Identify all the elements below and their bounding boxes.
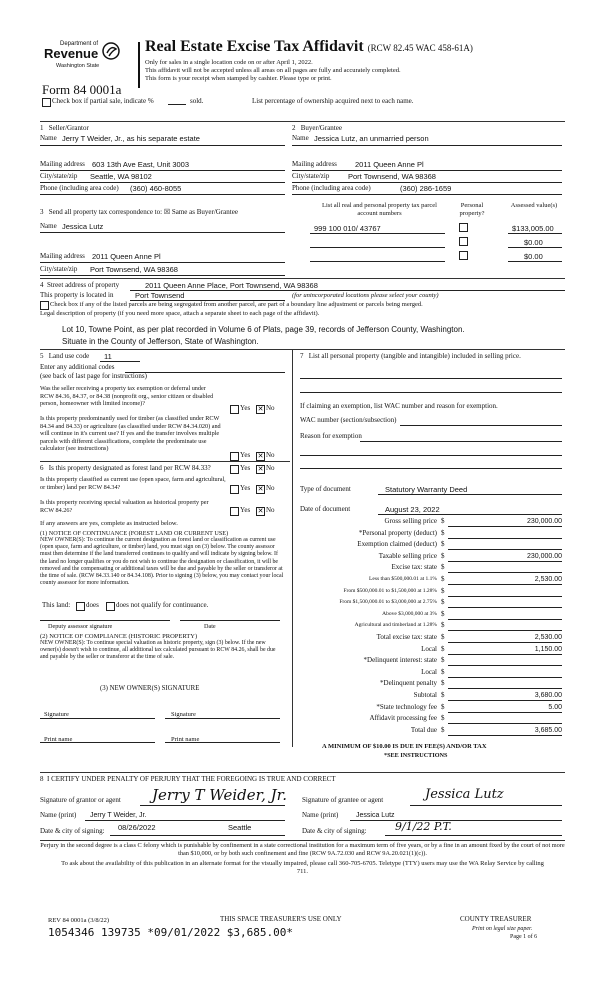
seller-addr: 603 13th Ave East, Unit 3003	[92, 160, 190, 169]
assessed-line	[508, 261, 562, 262]
assessed-value: $0.00	[524, 238, 543, 247]
correspondence-name: Jessica Lutz	[62, 222, 104, 231]
calc-row-label: From $500,000.01 to $1,500,000 at 1.28%	[343, 587, 437, 594]
assessed-line	[508, 233, 562, 234]
calc-row-dollar: $	[441, 633, 445, 641]
page-number: Page 1 of 6	[510, 934, 538, 940]
seller-phone-line	[40, 194, 285, 195]
section-4-top-rule	[40, 278, 565, 279]
buyer-phone-line	[292, 194, 562, 195]
section-8-top-rule	[40, 772, 565, 773]
middle-divider	[292, 349, 293, 747]
street-label-text: Street address of property	[47, 281, 120, 289]
personal-property-label	[300, 352, 562, 361]
calc-row-dollar: $	[441, 725, 445, 734]
doc-date: August 23, 2022	[385, 505, 440, 514]
exemption-claim-label: If claiming an exemption, list WAC number and reason for exemption.	[300, 402, 498, 410]
calc-row-value: 230,000.00	[526, 552, 562, 560]
calc-row-dollar: $	[441, 563, 445, 572]
land-use-line	[100, 361, 140, 362]
grantee-date: 9/1/22 P.T.	[395, 820, 452, 833]
grantor-name-line	[85, 820, 285, 821]
grantee-date-label: Date & city of signing:	[302, 827, 367, 835]
correspondence-addr-line	[40, 262, 285, 263]
calc-row-line	[448, 572, 562, 573]
calc-row-line	[448, 526, 562, 527]
notice-2-title: (2) NOTICE OF COMPLIANCE (HISTORIC PROPERTY)	[40, 633, 198, 640]
notice-3-title: (3) NEW OWNER(S) SIGNATURE	[100, 685, 200, 692]
calc-row-label: Excise tax: state	[391, 563, 437, 572]
seller-addr-line	[40, 170, 285, 171]
calc-row-line	[448, 538, 562, 539]
additional-codes-label: Enter any additional codes	[40, 363, 115, 371]
assessed-col-header: Assessed value(s)	[510, 202, 558, 209]
correspondence-number: 3	[40, 208, 44, 216]
exemption-no-label: No	[266, 404, 275, 412]
correspondence-name-line	[40, 232, 285, 233]
does-not-checkbox[interactable]	[106, 602, 115, 611]
legal-label: Legal description of property (if you need more space, attach a separate sheet to each page of the affidavit).	[40, 310, 320, 317]
partial-sale-checkbox[interactable]	[42, 98, 51, 107]
calc-row-label: Subtotal	[413, 691, 437, 699]
logo-state: Washington State	[56, 63, 100, 69]
buyer-phone-label: Phone (including area code)	[292, 184, 371, 192]
boundary-label: Check box if any of the listed parcels are being segregated from another parcel, are part of a boundary line adjustment or parcels being merged.	[50, 301, 423, 308]
historical-yes-label: Yes	[240, 506, 251, 514]
legal-line-1: Lot 10, Towne Point, as per plat recorded in Volume 6 of Plats, page 39, records of Jefferson County, Washington.	[62, 325, 465, 334]
calc-row-dollar: $	[441, 528, 445, 537]
seller-city-line	[40, 182, 285, 183]
current-use-yes-checkbox[interactable]	[230, 485, 239, 494]
correspondence-city: Port Townsend, WA 98368	[90, 265, 178, 274]
buyer-name-line	[292, 145, 562, 146]
county-treasurer: COUNTY TREASURER	[460, 915, 532, 923]
doc-type-label: Type of document	[300, 485, 351, 493]
doc-type: Statutory Warranty Deed	[385, 485, 468, 494]
calc-row-label: Above $3,000,000 at 3%	[382, 610, 437, 617]
buyer-heading-text: Buyer/Grantee	[300, 124, 342, 132]
personal-property-checkbox[interactable]	[459, 223, 468, 232]
grantor-city: Seattle	[228, 823, 252, 832]
parcel-number: 999 100 010/ 43767	[314, 224, 381, 233]
title-rcw: (RCW 82.45 WAC 458-61A)	[367, 43, 473, 53]
correspondence-heading	[40, 208, 238, 217]
deputy-date-label: Date	[204, 623, 216, 630]
calc-row-label: Taxable selling price	[378, 551, 437, 560]
certify-statement: I CERTIFY UNDER PENALTY OF PERJURY THAT THE FOREGOING IS TRUE AND CORRECT	[47, 775, 336, 783]
grantor-date: 08/26/2022	[118, 823, 156, 832]
calc-row-value: 230,000.00	[526, 518, 562, 525]
header-note-2: This affidavit will not be accepted unless all areas on all pages are fully and accurately completed.	[145, 67, 401, 74]
parcel-line	[310, 247, 445, 248]
calc-row-value: 3,685.00	[534, 726, 562, 734]
partial-pct-line	[168, 104, 186, 105]
land-use-label-text: Land use code	[48, 352, 90, 360]
calc-row-line	[448, 665, 562, 666]
notice-1-title: (1) NOTICE OF CONTINUANCE (FOREST LAND OR CURRENT USE)	[40, 530, 229, 537]
buyer-heading	[292, 124, 342, 133]
new-owner-signature-label-2: Signature	[171, 711, 196, 718]
calc-row-dollar: $	[441, 691, 445, 699]
reason-label: Reason for exemption	[300, 432, 362, 440]
doc-type-line	[378, 494, 562, 495]
see-back-note: (see back of last page for instructions)	[40, 372, 147, 380]
assessed-value: $133,005.00	[512, 224, 554, 233]
list-percentage-note: List percentage of ownership acquired next to each name.	[252, 97, 414, 105]
revenue-logo	[42, 40, 120, 76]
calc-row-line	[448, 642, 562, 643]
seller-heading	[40, 124, 89, 133]
personal-line-1	[300, 378, 562, 379]
forest-yes-label: Yes	[240, 464, 251, 472]
grantee-sig-label: Signature of grantee or agent	[302, 796, 384, 804]
calc-row-value: 3,680.00	[534, 692, 562, 699]
personal-number: 7	[300, 352, 304, 360]
deputy-date-line	[180, 620, 280, 621]
located-label: This property is located in	[40, 291, 114, 299]
buyer-addr-line	[292, 170, 562, 171]
calc-row-value: 2,530.00	[534, 576, 562, 583]
calc-row-label: Affidavit processing fee	[369, 714, 437, 723]
calc-row-line	[448, 700, 562, 701]
calc-row-label: Total excise tax: state	[376, 633, 437, 641]
historical-no-checkbox[interactable]: ✕	[257, 507, 264, 515]
calc-row-dollar: $	[441, 517, 445, 525]
section-1-top-rule	[40, 121, 565, 122]
seller-number: 1	[40, 124, 44, 132]
wac-line	[400, 425, 562, 426]
land-use-number: 5	[40, 352, 44, 360]
seller-name-line	[40, 145, 285, 146]
cashier-receipt-stamp: 1054346 139735 *09/01/2022 $3,685.00*	[48, 926, 294, 939]
calc-row-value: 1,150.00	[534, 645, 562, 653]
this-land-label: This land:	[42, 601, 71, 609]
calc-row-line	[448, 619, 562, 620]
correspondence-text: Send all property tax correspondence to: ☒ Same as Buyer/Grantee	[48, 208, 238, 216]
see-instructions: *SEE INSTRUCTIONS	[384, 752, 448, 759]
grantee-signature: Jessica Lutz	[425, 787, 504, 802]
calc-row-line	[448, 723, 562, 724]
calc-row-label: Local	[421, 644, 437, 653]
personal-col-header: Personal property?	[459, 202, 485, 217]
revenue-emblem-icon	[102, 42, 120, 60]
exemption-yes-checkbox[interactable]	[230, 405, 239, 414]
seller-phone-label: Phone (including area code)	[40, 184, 119, 192]
calc-row-line	[448, 630, 562, 631]
street-address: 2011 Queen Anne Place, Port Townsend, WA 98368	[145, 281, 318, 290]
calc-row-dollar: $	[441, 667, 445, 676]
form-title	[145, 38, 473, 57]
calc-row-label: From $1,500,000.01 to $3,000,000 at 2.75%	[339, 599, 437, 606]
grantee-name-label: Name (print)	[302, 811, 339, 819]
forest-no-checkbox[interactable]: ✕	[257, 465, 264, 473]
correspondence-city-label: City/state/zip	[40, 265, 78, 273]
calc-row-dollar: $	[441, 586, 445, 595]
perjury-notice: Perjury in the second degree is a class C felony which is punishable by confinement in a state correctional institution for a maximum term of five years, or by a fine in an amount fixed by the court of not more than $10,000, or by both such confinement and fine (RCW 9A.72.030 and RCW 9A.20.021(1)(c)).	[40, 842, 565, 857]
calc-row-line	[448, 561, 562, 562]
forest-number: 6	[40, 464, 44, 472]
buyer-addr-label: Mailing address	[292, 160, 337, 168]
timber-no-checkbox[interactable]: ✕	[257, 452, 264, 460]
located-note: (for unincorporated locations please select your county)	[292, 292, 439, 299]
parcel-line	[310, 233, 445, 234]
correspondence-addr-label: Mailing address	[40, 252, 85, 260]
timber-yes-checkbox[interactable]	[230, 452, 239, 461]
forest-no-label: No	[266, 464, 275, 472]
seller-city: Seattle, WA 98102	[90, 172, 152, 181]
calc-row-dollar: $	[441, 609, 445, 618]
buyer-name-label: Name	[292, 134, 309, 142]
reason-line-2	[300, 455, 562, 456]
header-note-1: Only for sales in a single location code on or after April 1, 2022.	[145, 59, 313, 66]
buyer-city-line	[292, 182, 562, 183]
seller-city-label: City/state/zip	[40, 172, 78, 180]
calc-row-label: *State technology fee	[376, 702, 437, 711]
buyer-city-label: City/state/zip	[292, 172, 330, 180]
calc-row-dollar: $	[441, 656, 445, 665]
calc-row-value: 5.00	[548, 703, 562, 711]
calc-row-dollar: $	[441, 551, 445, 560]
does-not-label: does not qualify for continuance.	[116, 601, 209, 609]
grantee-sig-line	[410, 805, 562, 806]
footer-top-rule	[40, 840, 565, 841]
buyer-name: Jessica Lutz, an unmarried person	[314, 134, 429, 143]
calc-row-label: Local	[421, 667, 437, 676]
section-5-top-rule	[40, 349, 565, 350]
seller-heading-text: Seller/Grantor	[48, 124, 89, 132]
correspondence-name-label: Name	[40, 222, 57, 230]
grantor-signature: Jerry T Weider, Jr.	[152, 786, 287, 804]
current-use-question: Is this property classified as current use (open space, farm and agricultural, or timber) land per RCW 84.34?	[40, 476, 226, 491]
calc-row-line	[448, 688, 562, 689]
timber-no-label: No	[266, 451, 275, 459]
certify-number: 8	[40, 775, 44, 783]
calc-row-label: *Delinquent penalty	[380, 679, 437, 688]
does-label: does	[86, 601, 99, 609]
wac-label: WAC number (section/subsection)	[300, 416, 397, 424]
calc-row-label: Less than $500,000.01 at 1.1%	[369, 576, 437, 582]
grantor-date-label: Date & city of signing:	[40, 827, 105, 835]
seller-phone: (360) 460-8055	[130, 184, 182, 193]
calc-row-dollar: $	[441, 540, 445, 549]
notice-1-body: NEW OWNER(S): To continue the current designation as forest land or classification as current use (open space, farm and agriculture, or timber) land, you must sign on (3) below. The county assessor must then determine if the land transferred continues to qualify and will indicate by signing below. If the land no longer qualifies or you do not wish to continue the designation or classification, it will be removed and the compensating or additional taxes will be due and payable by the seller or transferor at the time of sale. (RCW 84.33.140 or 84.34.108). Prior to signing (3) below, you may contact your local county assessor for more information.	[40, 537, 284, 587]
calc-row-dollar: $	[441, 714, 445, 723]
grantor-name-label: Name (print)	[40, 811, 77, 819]
seller-name: Jerry T Weider, Jr., as his separate estate	[62, 134, 200, 143]
exemption-yes-label: Yes	[240, 404, 251, 412]
exemption-no-checkbox[interactable]: ✕	[257, 405, 264, 413]
availability-notice: To ask about the availability of this publication in an alternate format for the visually impaired, please call 360-705-6705. Teletype (TTY) users may use the WA Relay Service by calling 711.	[61, 860, 544, 875]
additional-codes-line	[125, 372, 285, 373]
assessed-value: $0.00	[524, 252, 543, 261]
grantor-sig-label: Signature of grantor or agent	[40, 796, 121, 804]
correspondence-addr: 2011 Queen Anne Pl	[92, 252, 161, 261]
certify-text	[40, 775, 336, 784]
buyer-number: 2	[292, 124, 296, 132]
timber-yes-label: Yes	[240, 451, 251, 459]
forest-question-text: Is this property designated as forest land per RCW 84.33?	[48, 464, 211, 472]
personal-property-checkbox[interactable]	[459, 251, 468, 260]
partial-sale-label: Check box if partial sale, indicate %	[52, 97, 154, 105]
calc-row-dollar: $	[441, 575, 445, 583]
calc-row-dollar: $	[441, 621, 445, 630]
notice-2-body: NEW OWNER(S): To continue special valuation as historic property, sign (3) below. If the new owner(s) doesn't wish to continue, all additional tax calculated pursuant to RCW 84.26, shall be due and payable by the seller or transferor at the time of sale.	[40, 640, 276, 661]
treasurer-use: THIS SPACE TREASURER'S USE ONLY	[220, 915, 342, 923]
deputy-signature-label: Deputy assessor signature	[48, 623, 113, 630]
calc-row-dollar: $	[441, 679, 445, 688]
located-value: Port Townsend	[135, 291, 185, 300]
grantee-name: Jessica Lutz	[356, 812, 395, 819]
grantee-date-line	[385, 835, 562, 836]
current-use-no-checkbox[interactable]: ✕	[257, 485, 264, 493]
grantor-sig-line	[140, 805, 285, 806]
street-label	[40, 281, 119, 290]
timber-question: Is this property predominantly used for timber (as classified under RCW 84.34 and 84.33) or agriculture (as classified under RCW 84.34.020) and will continue in it's current use? If yes and the transfer involves multiple parcels with different classifications, complete the predominate use calculator (see instructions)	[40, 415, 221, 452]
calc-row-line	[448, 654, 562, 655]
assessed-line	[508, 247, 562, 248]
reason-line-1	[360, 441, 562, 442]
property-number: 4	[40, 281, 44, 289]
deputy-sig-line	[40, 620, 170, 621]
header-divider	[138, 42, 140, 88]
personal-line-2	[300, 392, 562, 393]
doc-date-label: Date of document	[300, 505, 351, 513]
parcel-line	[310, 261, 445, 262]
grantor-date-line	[110, 835, 285, 836]
calc-row-label: Agricultural and timberland at 1.28%	[354, 622, 437, 629]
correspondence-city-line	[40, 275, 285, 276]
min-fee-note: A MINIMUM OF $10.00 IS DUE IN FEE(S) AND/OR TAX	[322, 743, 487, 750]
current-use-no-label: No	[266, 484, 275, 492]
reason-line-3	[300, 468, 562, 469]
calc-row-line	[448, 596, 562, 597]
current-use-yes-label: Yes	[240, 484, 251, 492]
historical-no-label: No	[266, 506, 275, 514]
grantee-name-line	[350, 820, 562, 821]
logo-dept: Department of	[60, 41, 99, 47]
land-use-label	[40, 352, 89, 361]
new-owner-print-label-1: Print name	[44, 736, 73, 743]
form-number: Form 84 0001a	[42, 82, 122, 97]
calc-row-line	[448, 549, 562, 550]
calc-row-value: 2,530.00	[534, 634, 562, 641]
does-checkbox[interactable]	[76, 602, 85, 611]
new-owner-print-label-2: Print name	[171, 736, 200, 743]
calc-row-dollar: $	[441, 598, 445, 607]
buyer-city: Port Townsend, WA 98368	[348, 172, 436, 181]
calc-row-line	[448, 712, 562, 713]
title-main: Real Estate Excise Tax Affidavit	[145, 38, 364, 55]
calc-row-line	[448, 584, 562, 585]
print-note: Print on legal size paper.	[472, 926, 533, 932]
if-any-yes: If any answers are yes, complete as instructed below.	[40, 520, 178, 527]
calc-row-dollar: $	[441, 702, 445, 711]
land-use-code: 11	[104, 352, 112, 361]
historical-question: Is this property receiving special valuation as historical property per RCW 84.26?	[40, 499, 209, 514]
legal-line-2: Situate in the County of Jefferson, State of Washington.	[62, 337, 259, 346]
calc-row-line	[448, 735, 562, 736]
calc-row-dollar: $	[441, 644, 445, 653]
seller-addr-label: Mailing address	[40, 160, 85, 168]
buyer-phone: (360) 286-1659	[400, 184, 452, 193]
personal-text: List all personal property (tangible and intangible) included in selling price.	[308, 352, 521, 360]
new-owner-signature-label-1: Signature	[44, 711, 69, 718]
section-6-top-rule	[40, 461, 290, 462]
historical-yes-checkbox[interactable]	[230, 507, 239, 516]
rev-label: REV 84 0001a (3/8/22)	[48, 917, 110, 924]
calc-row-label: *Delinquent interest: state	[363, 656, 437, 665]
calc-row-label: Gross selling price	[384, 517, 437, 525]
seller-name-label: Name	[40, 134, 57, 142]
partial-sold-label: sold.	[190, 97, 204, 105]
personal-property-checkbox[interactable]	[459, 237, 468, 246]
parcel-col-header: List all real and personal property tax parcel account numbers	[322, 202, 437, 217]
calc-row-label: Exemption claimed (deduct)	[357, 540, 437, 549]
buyer-addr: 2011 Queen Anne Pl	[355, 160, 424, 169]
exemption-question: Was the seller receiving a property tax exemption or deferral under RCW 84.36, 84.37, or 84.38 (nonprofit org., senior citizen or disabled person, homeowner with limited income)?	[40, 385, 214, 407]
forest-yes-checkbox[interactable]	[230, 465, 239, 474]
header-note-3: This form is your receipt when stamped by cashier. Please type or print.	[145, 75, 332, 82]
grantor-name: Jerry T Weider, Jr.	[90, 812, 147, 819]
calc-row-label: Total due	[410, 725, 437, 734]
forest-question	[40, 464, 211, 473]
calc-row-label: *Personal property (deduct)	[358, 528, 437, 537]
calc-row-line	[448, 607, 562, 608]
calc-row-line	[448, 677, 562, 678]
logo-revenue: Revenue	[44, 46, 99, 61]
doc-date-line	[378, 514, 562, 515]
